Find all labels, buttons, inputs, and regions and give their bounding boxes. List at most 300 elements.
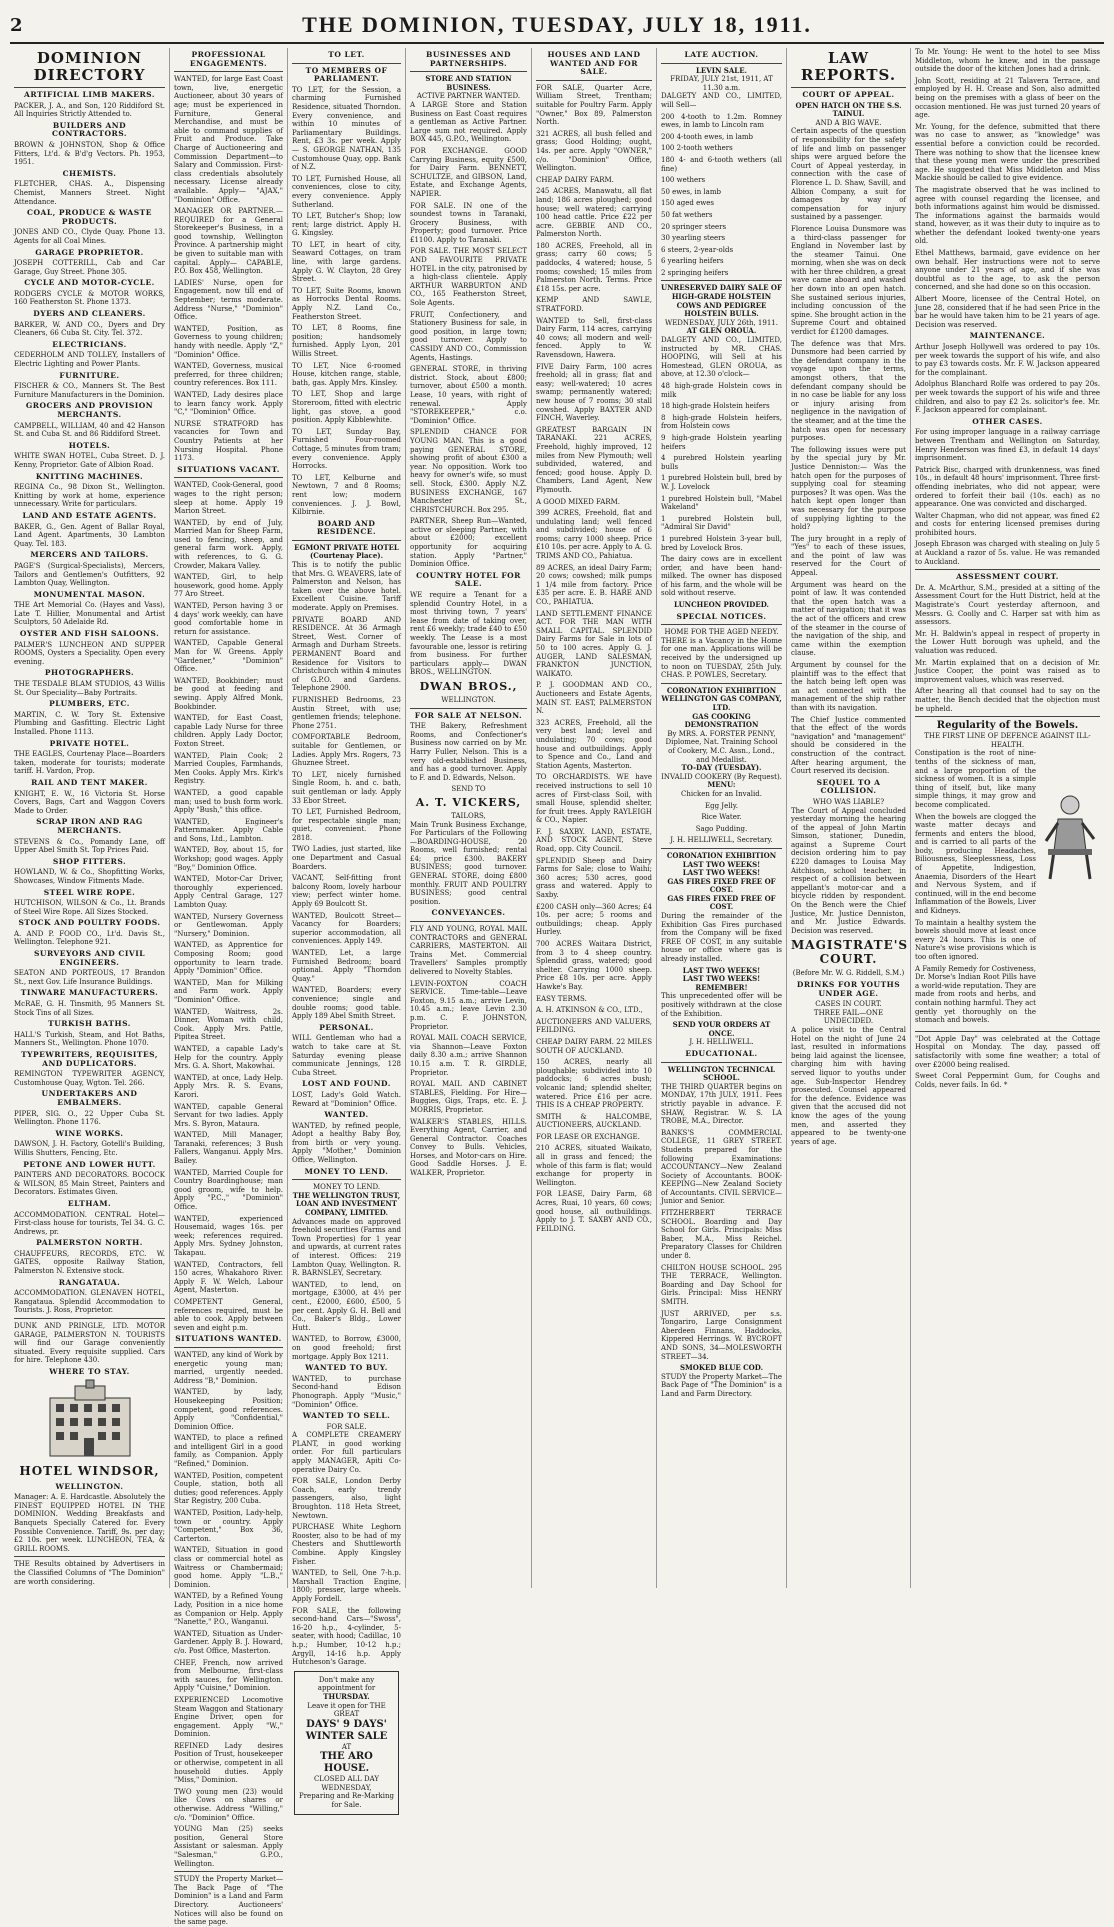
list-item: 8 high-grade Holstein heifers, from Holstein cows — [661, 413, 782, 431]
banks-college: BANKS'S COMMERCIAL COLLEGE, 11 GREY STREET. Students prepared for the following Examinations: ACCOUNTANCY—New Zealand Society of Accountants. BOOK-KEEPING—New Zealand Society of Accountants. CIVIL SERVICE—Junior and Senior. — [661, 1128, 782, 1206]
list-item: WANTED, a good capable man; used to bush form work. Apply "Bush," this office. — [174, 788, 283, 815]
houses-land-ads — [536, 84, 652, 1234]
study-notice: STUDY the Property Market—The Back Page of "The Dominion" is a Land and Farm Directory. — [661, 1372, 782, 1398]
list-item: COMPETENT General, references required, must be able to cook. Apply between seven and eight p.m. — [174, 1297, 283, 1332]
list-item: FOR SALE, the following second-hand Cars—"Swoss", 16-20 h.p., 4-cylinder, 5-seater, with hood; Cadillac, 10 h.p.; Humber, 10-12 h.p.; Argyll, 14-16 h.p. Apply Hutcheson's Garage. — [292, 1606, 401, 1667]
directory-category: SHOP FITTERS. — [52, 856, 127, 866]
divider — [915, 569, 1100, 570]
list-item: SPLENDID Sheep and Dairy Farms for Sale; close to Waihi; 360 acres; 530 acres, good grass and watered. Apply to Saxby. — [536, 856, 652, 900]
list-item: WANTED, to lend, on mortgage, £3000, at 4½ per cent., £2000, £600, £500, 5 per cent. Apply G. H. Bell and Co., Baker's Bldg., Lower Hutt. — [292, 1280, 401, 1332]
directory-entry: ACCOMMODATION. GLENAVEN HOTEL, Rangataua. Splendid Accommodation to Tourists. J. Ross, Proprietor. — [14, 1289, 165, 1315]
column-houses-land — [532, 48, 657, 1588]
for-sale-ads — [292, 1477, 401, 1666]
aged-heading: HOME FOR THE AGED NEEDY. — [664, 628, 779, 637]
list-item: Mr. Young, for the defence, submitted that there was no case to answer, as "knowledge" was essential before a conviction could be recorded. There was nothing to show that the licensee knew that these young men were under the prescribed age. He suggested that Miss Middleton and Miss Mackie should be called to give evidence. — [915, 122, 1100, 183]
list-item: 18 high-grade Holstein heifers — [661, 402, 770, 411]
directory-category: STEEL WIRE ROPE. — [43, 887, 136, 897]
directory-category: TURKISH BATHS. — [48, 1019, 131, 1029]
divider — [661, 1062, 782, 1063]
list-item: VACANT, Self-fitting front balcony Room, lovely harbour view; perfect winter home. Apply 69 Boulcott St. — [292, 874, 401, 909]
list-item: FOR SALE, London Derby Coach, early trendy passengers, also, light Broughton. 118 Heta Street, Newtown. — [292, 1477, 401, 1520]
newspaper-title: THE DOMINION, TUESDAY, JULY 18, 1911. — [302, 12, 812, 37]
assessment-list — [915, 584, 1100, 713]
list-item: Rice Water. — [701, 813, 742, 822]
directory-category: SURVEYORS AND CIVIL ENGINEERS. — [34, 949, 145, 967]
list-item: 1 purebred Holstein bull, bred by W. J. Lovelock — [661, 474, 782, 491]
directory-entry: JONES AND CO., Clyde Quay. Phone 13. Agents for all Coal Mines. — [14, 228, 165, 245]
divider — [915, 1031, 1100, 1032]
directory-category: PRIVATE HOTEL. — [49, 738, 130, 748]
creamery-ad: A COMPLETE CREAMERY PLANT, in good working order. For full particulars apply MANAGER, Apiti Co-operative Dairy Co. — [292, 1431, 401, 1474]
list-item: WANTED, to Borrow, £3000, on good freehold; first mortgage. Apply Box 1211. — [292, 1335, 401, 1361]
list-item: CHEF, French, now arrived from Melbourne, first-class with sauces, for Wellington. Apply "Cuisine," Dominion. — [174, 1658, 283, 1693]
chilton-school: CHILTON HOUSE SCHOOL. 295 THE TERRACE, Wellington. Boarding and Day School for Girls. Principal: Miss HENRY SMITH. — [661, 1263, 782, 1306]
directory-category: RAIL AND TENT MAKER. — [31, 777, 148, 787]
list-item: ROYAL MAIL AND CABINET STABLES, Fielding. For Hire—Buggies, Gigs, Traps, etc. E. J. MORRIS, Proprietor. — [410, 1080, 527, 1114]
directory-entry: HALL'S Turkish, Steam, and Hot Baths, Manners St., Wellington. Phone 1070. — [14, 1030, 165, 1048]
list-item: 50 ewes, in lamb — [661, 187, 721, 196]
personal-ad: WILL Gentleman who had a watch to take care at St. Saturday evening please communicate Jennings, 128 Cuba Street. — [292, 1034, 401, 1077]
list-item: WANTED, Situation in good class or commercial hotel as Waitress or Chambermaid; good home. Apply "L.B.," Dominion. — [174, 1546, 283, 1589]
sequel-text: The Court of Appeal concluded yesterday morning the hearing of the appeal of John Martin Simson, stationer, Dunedin, against a Supreme Court decision ordering him to pay £220 damages to Louisa May Aitchison, school teacher, in respect of a collision between appellant's motor-car and a bicycle ridden by respondent. On the Bench were the Chief Justice, Mr. Justice Denniston, and Mr. Justice Edwards. Decision was reserved. — [791, 806, 906, 935]
list-item: Mr. H. Baldwin's appeal in respect of property in the Lower Hutt borough was upheld, and the valuation was reduced. — [915, 629, 1100, 655]
list-item: 210 ACRES, situated Waikato, all in grass and fenced; the whole of this farm is flat; would exchange for property in Wellington. — [536, 1144, 652, 1187]
list-item: Arthur Joseph Hollywell was ordered to pay 10s. per week towards the support of his wife, and also to pay £3 towards costs. Mr. F. W. Jackson appeared for the complainant. — [915, 343, 1100, 377]
glen-oroua: AT GLEN OROUA. — [686, 326, 757, 336]
list-item: WANTED, Mill Manager, Taranaki, references; 3 Bush Fallers, Wanganui. Apply Mrs. Bailey. — [174, 1131, 283, 1166]
list-item: FIVE Dairy Farm, 100 acres freehold; all in grass; flat and easy; well-watered; 10 acres swamp; permanently watered; new house of 7 rooms; 30 stall cowshed. Apply BAXTER AND FINCH, Waverley. — [536, 362, 652, 423]
list-item: TO LET, Suite Rooms, known as Horrocks Dental Rooms. Apply N.Z. Land Co., Featherston Street. — [292, 286, 401, 321]
glen-foot: The dairy cows are in excellent order, and have been hand-milked. The owner has disposed of his farm, and the whole will be sold without reserve. — [661, 555, 782, 598]
directory-category: WINE WORKS. — [55, 1128, 124, 1138]
gas-demo: GAS COOKING DEMONSTRATION — [684, 711, 759, 730]
column-law-reports — [787, 48, 911, 1588]
divider — [174, 477, 283, 478]
for-sale-subheading: FOR SALE. — [326, 1422, 367, 1431]
wanted-to-buy-heading: WANTED TO BUY. — [305, 1363, 388, 1373]
sequel-heading: SEQUEL TO A COLLISION. — [816, 777, 881, 796]
continued-paragraphs — [915, 48, 1100, 329]
column-directory — [10, 48, 170, 1588]
directory-entry: CEDERHOLM AND TOLLEY, Installers of Electric Lighting and Power Plants. — [14, 351, 165, 369]
list-item: Certain aspects of the question of responsibility for the safety of life and limb on passenger ships were argued before the Court of Appeal yesterday, in connection with the case of Florence L. D. Shaw, Savill, and Albion Company, a suit for damages by way of compensation for injury sustained by a passenger. — [791, 127, 906, 222]
coronation-2: CORONATION EXHIBITION — [666, 850, 777, 860]
directory-category: CHEMISTS. — [62, 168, 117, 178]
directory-category: HOTELS. — [68, 440, 111, 450]
list-item: WALKER'S STABLES, HILLS. Everything Agent, Carrier, and General Contractor. Coaches Convey to Bulls. Vehicles, Horses, and Motor-cars on Hire. Good Saddle Horses. J. E. WALKER, Proprietor. — [410, 1117, 527, 1178]
masthead — [10, 8, 1104, 44]
maintenance-list — [915, 343, 1100, 415]
directory-entry: THE TESDALE BLAM STUDIOS, 43 Willis St. Our Speciality—Baby Portraits. — [14, 680, 165, 697]
glen-stock-list — [661, 382, 782, 552]
last-two-2: LAST TWO WEEKS! — [682, 868, 761, 878]
remember-text: This unprecedented offer will be positively withdrawn at the close of the Exhibition. — [661, 992, 782, 1018]
bowels-subheading: THE FIRST LINE OF DEFENCE AGAINST ILL-HEALTH. — [924, 732, 1091, 749]
situations-vacant-list — [174, 481, 283, 1332]
columns — [10, 48, 1104, 1927]
directory-entry: RODGERS CYCLE & MOTOR WORKS, 160 Featherston St. Phone 1373. — [14, 289, 165, 307]
list-item: WANTED, capable General Servant for two ladies. Apply Mrs. S. Byron, Mataura. — [174, 1102, 283, 1128]
list-item: TO LET, 8 Rooms, fine position; handsomely furnished. Apply Lyon, 201 Willis Street. — [292, 324, 401, 358]
list-item: TO LET, Furnished Bedroom, for respectable single man; quiet, convenient. Phone 2818. — [292, 808, 401, 842]
coronation-1: CORONATION EXHIBITION — [666, 685, 777, 695]
list-item: FOR SALE. IN one of the soundest towns in Taranaki, Grocery Business, with Property; good turnover. Price £1100. Apply to Taranaki. — [410, 201, 527, 244]
list-item: TO LET, Sunday Bay, Furnished Four-roomed Cottage, 5 minutes from tram; every convenience. Apply Horrocks. — [292, 427, 401, 471]
gas-by: By MRS. A. FORSTER PENNY, — [667, 729, 776, 738]
three-fail: THREE FAIL—ONE UNDECIDED. — [813, 1008, 884, 1026]
wanted-ad: WANTED, by refined people, Adopt a healthy Baby Boy, from birth or very young. Apply "Mother," Dominion Office, Wellington. — [292, 1121, 401, 1165]
divider — [661, 63, 782, 64]
situations-wanted-list — [174, 1351, 283, 1868]
list-item: GREATEST BARGAIN IN TARANAKI. 221 ACRES, Freehold, highly improved, 12 miles from New Plymouth; well subdivided, watered, and fenced; good house. Apply D. Chambers, Land Agent, New Plymouth. — [536, 425, 652, 494]
directory-category: ARTIFICIAL LIMB MAKERS. — [24, 90, 155, 99]
list-item: WANTED, to Sell, One 7-h.p. Marshall Traction Engine, 1800; presser, large wheels. Apply Fordell. — [292, 1569, 401, 1603]
list-item: NURSE STRATFORD has vacancies for Town and Country Patients at her Nursing Hospital. Phone 1173. — [174, 419, 283, 463]
directory-entry: BARKER, W. AND CO., Dyers and Dry Cleaners, 66 Cuba St. City. Tel. 372. — [14, 320, 165, 338]
list-item: 2 springing heifers — [661, 268, 729, 277]
directory-category: TYPEWRITERS, REQUISITES, AND DUPLICATORS. — [21, 1050, 158, 1068]
helliwell-2: J. H. HELLIWELL. — [689, 1038, 754, 1047]
trust-company: THE WELLINGTON TRUST, LOAN AND INVESTMENT COMPANY, LIMITED. — [292, 1190, 401, 1218]
list-item: The magistrate observed that he was inclined to agree with counsel regarding the licensee, and both informations against him would be dismissed. The informations against the barmaids would stand, however, as it was their duty to inquire as to whether the defendant looked twenty-one years old. — [915, 185, 1100, 246]
list-item: WANTED, Governess, musical preferred, for three children; country references. Box 111. — [174, 362, 283, 388]
list-item: The following issues were put by the special jury by Mr. Justice Denniston:— Was the hatch open for the purposes of supplying coal for steaming purposes? It was open. Was the hatch kept open longer than was necessary for the purpose of supplying lighting to the hold? — [791, 445, 906, 532]
list-item: Ethel Matthews, barmaid, gave evidence on her own behalf. Her instructions were not to serve anyone under 21 years of age, and if she was doubtful as to the age, to ask the person concerned, and she had done so on this occasion. — [915, 249, 1100, 292]
directory-category: STOCK AND POULTRY FOODS. — [18, 918, 161, 928]
wanted-to-sell-heading: WANTED TO SELL. — [302, 1411, 391, 1421]
list-item: WANTED, for large East Coast town, live, energetic Auctioneer, about 30 years of age; must be experienced in Furniture, General Merchandise, and must be able to command supplies of Fruit and Produce. Take Charge of Auctioneering and Commission Department—to Salary and Commission. First-class credentials absolutely necessary. License already available. Apply— "AJAX," "Dominion" Office. — [174, 75, 283, 204]
conveyances-heading: CONVEYANCES. — [431, 908, 506, 918]
bowels-heading: Regularity of the Bowels. — [936, 720, 1079, 732]
divider — [174, 1871, 283, 1872]
directory-entry: CHAUFFEURS, RECORDS, ETC. W. GATES, opposite Railway Station, Palmerston N. Extensive stock. — [14, 1249, 165, 1276]
list-item: The Chief Justice commented that the effect of the words "navigation" and "management" should be considered in the construction of the contract. After hearing argument, the Court reserved its decision. — [791, 715, 906, 776]
dwan-bros: DWAN BROS., — [419, 679, 518, 693]
board-heading: BOARD AND RESIDENCE. — [316, 518, 377, 537]
list-item: WANTED, Boarders; every convenience; single and double rooms; good table. Apply 189 Abel Smith Street. — [292, 986, 401, 1021]
where-to-stay-heading: WHERE TO STAY. — [49, 1367, 130, 1376]
directory-entry: DAWSON, J. H. Factory, Gotelli's Building, Willis Shutters, Fencing, Etc. — [14, 1140, 165, 1157]
situations-vacant-heading: SITUATIONS VACANT. — [177, 464, 280, 474]
list-item: A GOOD MIXED FARM. — [536, 497, 621, 506]
list-item: WANTED, experienced Housemaid, wages 16s. per week; references required. Apply Mrs. Sydney Johnston, Takapau. — [174, 1214, 283, 1257]
column-court-continued — [911, 48, 1104, 1588]
vickers-details: Main Trunk Business Exchange, For Particulars of the Following—BOARDING-HOUSE, 20 Rooms, well furnished; rental £4; price £300. BAKERY BUSINESS; good turnover. GENERAL STORE, doing £800 monthly. FRUIT AND POULTRY BUSINESS; good central position. — [410, 820, 527, 906]
to-let-ads — [292, 86, 401, 517]
list-item: TWO young men (23) would like Cows on shares or otherwise. Address "Willing," c/o. "Dominion" Office. — [174, 1787, 283, 1822]
list-item: WANTED, Plain Cook; 2 Married Couples, Farmhands, Men Cooks. Apply Mrs. Kirk's Registry. — [174, 751, 283, 786]
list-item: FRUIT, Confectionery, and Stationery Business for sale, in good position, in large town; good turnover. Apply to CASSIDY AND CO., Commission Agents, Hastings. — [410, 310, 527, 362]
directory-category: MERCERS AND TAILORS. — [30, 550, 149, 560]
egmont-hotel: EGMONT PRIVATE HOTEL (Courtenay Place). — [294, 542, 399, 561]
directory-category: KNITTING MACHINES. — [35, 471, 144, 481]
list-item: John Scott, residing at 21 Talavera Terrace, and employed by H. H. Crease and Son, also admitted being on the premises with a glass of beer on the occasion mentioned. He was just turned 20 years of age. — [915, 76, 1100, 120]
list-item: This is to notify the public that Mrs. G. WEAVERS, late of Palmerston and Nelson, has taken over the above hotel. Excellent Cuisine. Tariff moderate. Apply on Premises. — [292, 561, 401, 613]
nelson-ad: THE Bakery, Refreshment Rooms, and Confectioner's Business now carried on by Mr. Harry Fuller, Nelson. This is a very old-established Business, and has a good turnover. Apply to F. and D. Edwards, Nelson. — [410, 722, 527, 782]
list-item: FOR SALE. THE MOST SELECT AND FAVOURITE PRIVATE HOTEL in the city, patronised by a high-class clientele. Apply ARTHUR WARBURTON AND CO., 165 Featherston Street, Sole Agents. — [410, 247, 527, 308]
list-item: PRIVATE BOARD AND RESIDENCE. At 36 Armagh Street, West. Corner of Armagh and Durham Streets. PERMANENT Board and Residence for Visitors to Christchurch within 4 minutes of G.P.O. and Gardens. Telephone 2900. — [292, 615, 401, 693]
assessment-heading: ASSESSMENT COURT. — [956, 572, 1059, 582]
unreserved-heading: UNRESERVED DAIRY SALE OF HIGH-GRADE HOLSTEIN COWS AND PEDIGREE HOLSTEIN BULLS. — [661, 283, 782, 319]
list-item: 245 ACRES, Manawatu, all flat land; 186 acres ploughed; good house; well watered; carrying 100 head cattle. Price £22 per acre. GEBBIE AND CO., Palmerston North. — [536, 187, 652, 239]
list-item: 180 4- and 6-tooth wethers (all fine) — [661, 155, 782, 173]
sale-great: Leave it open for THE GREAT — [307, 1701, 386, 1719]
list-item: A LARGE Store and Station Business on East Coast requires a gentleman as Active Partner. Large sum not required. Apply BOX 445, G.P.O., Wellington. — [410, 100, 527, 144]
directory-category: BUILDERS AND CONTRACTORS. — [51, 120, 128, 139]
list-item: 399 ACRES, Freehold, flat and undulating land; well fenced and subdivided; house of 6 rooms; carry 1000 sheep. Price £10 10s. per acre. Apply to A. G. TRIMS AND CO., Pahiatua. — [536, 509, 652, 561]
list-item: WANTED, Waitress, 2s. Dinner, Woman with child, Cook. Apply Mrs. Pattle, Pipitea Street. — [174, 1007, 283, 1042]
list-item: FOR SALE, Quarter Acre, William Street, Trentham; suitable for Poultry Farm. Apply "Owner," Box 89, Palmerston North. — [536, 83, 652, 127]
sale-winter: WINTER SALE — [305, 1730, 388, 1742]
list-item: KEMP AND SAWLE, STRATFORD. — [536, 296, 652, 314]
store-station-sub: STORE AND STATION BUSINESS. — [425, 74, 512, 92]
gas-fires-1: GAS FIRES FIXED FREE OF COST. — [667, 876, 776, 895]
today: TO-DAY (TUESDAY). — [681, 763, 762, 773]
educational-heading: EDUCATIONAL. — [685, 1048, 758, 1058]
list-item: 9 high-grade Holstein yearling heifers — [661, 433, 782, 451]
list-item: GENERAL STORE, in thriving district. Stock, about £800; turnover, about £500 a month. Lease, 10 years, with right of renewal. Apply "STOREKEEPER," c.o. "Dominion" Office. — [410, 365, 527, 425]
list-item: WANTED, any kind of Work by energetic young man; married, urgently needed. Address "B," Dominion. — [174, 1350, 283, 1385]
list-item: 50 fat wethers — [661, 210, 713, 219]
magistrate-text: A police visit to the Central Hotel on the night of June 24 last, resulted in informations being laid against the licensee, charging him with having served liquor to youths under age. Sub-Inspector Hendrey prosecuted. Counsel appeared for the defence. Evidence was given that the accused did not know the ages of the young men, and asserted they appeared to be twenty-one years of age. — [791, 1025, 906, 1146]
directory-entry: STEVENS & Co., Pomandy Lane, off Upper Abel Smith St. Top Prices Paid. — [14, 837, 165, 855]
magistrate-sub: (Before Mr. W. G. Riddell, S.M.) — [792, 969, 905, 978]
levin-date: FRIDAY, JULY 21st, 1911, AT 11.30 a.m. — [670, 75, 773, 92]
court-of-appeal: COURT OF APPEAL. — [802, 90, 895, 99]
page-number: 2 — [10, 14, 23, 36]
list-item: Sago Pudding. — [695, 824, 748, 833]
sale-at: AT — [341, 1742, 352, 1751]
smoked-cod: SMOKED BLUE COD. — [679, 1363, 764, 1373]
list-item: WANTED, Engineer's Patternmaker. Apply Cable and Sons, Ltd., Lambton. — [174, 817, 283, 843]
technical-details: THE THIRD QUARTER begins on MONDAY, 17th JULY, 1911. Fees strictly payable in advance. F. SHAW, Registrar. W. S. LA TROBE, M.A., Director. — [661, 1082, 782, 1126]
directory-category: ELTHAM. — [67, 1198, 112, 1208]
directory-category: PETONE AND LOWER HUTT. — [23, 1159, 156, 1169]
directory-category: PLUMBERS, ETC. — [49, 699, 130, 709]
glen-details: DALGETY AND CO., LIMITED, instructed by MR. CHAS. HOOPING, will Sell at his Homestead, GLEN OROUA, as above, at 12.30 o'clock— — [661, 336, 782, 379]
list-item: 150 aged ewes — [661, 199, 714, 208]
closing-ad: Sweet Coral Peppermint Gum, for Coughs and Colds, never fails. In 6d. * — [915, 1072, 1100, 1089]
directory-entry: McRAE, G. H. Tinsmith, 95 Manners St. Stock Tins of all Sizes. — [14, 1000, 165, 1017]
list-item: Joseph Ebrason was charged with stealing on July 5 at Auckland a razor of 5s. value. He was remanded to Auckland. — [915, 540, 1100, 566]
country-hotel-ad: WE require a Tenant for a splendid Country Hotel, in a most thriving town, 7 years' lease from date of taking over, rent £6 weekly; trade £40 to £50 weekly. The Lease is a most favourable one, lessor is retiring from business. For further particulars apply— DWAN BROS., WELLINGTON. — [410, 591, 527, 677]
send-to: SEND TO — [451, 785, 486, 794]
directory-category: RANGATAUA. — [58, 1277, 121, 1287]
list-item: 200 4-tooth ewes, in lamb — [661, 132, 754, 141]
invalid-cookery: INVALID COOKERY (By Request). — [661, 772, 782, 781]
list-item: Argument was heard on the point of law. It was contended that the open hatch was a matter of navigation; that it was the act of the officers and crew of the steamer in the course of the navigation of the ship, and came within the exemption clause. — [791, 580, 906, 658]
dunk-pringle-ad: DUNK AND PRINGLE, LTD. MOTOR GARAGE, PALMERSTON N. TOURISTS will find our Garage conveniently situated. Every requisite supplied. Cars for hire. Telephone 430. — [14, 1322, 165, 1365]
directory-category: UNDERTAKERS AND EMBALMERS. — [41, 1089, 138, 1107]
directory-category: PALMERSTON NORTH. — [36, 1238, 143, 1248]
nelson-heading: FOR SALE AT NELSON. — [414, 710, 523, 720]
list-item: P. J. GOODMAN AND CO., Auctioneers and Estate Agents, MAIN ST. EAST, PALMERSTON N. — [536, 681, 652, 716]
list-item: LEVIN-FOXTON COACH SERVICE. Time-table—Leave Foxton, 9.15 a.m.; arrive Levin, 10.45 a.m.; leave Levin 2.30 p.m. C. F. JOHNSTON, Proprietor. — [410, 979, 527, 1031]
directory-entry: PALMER'S LUNCHEON AND SUPPER ROOMS, Oysters a Speciality. Open every evening. — [14, 640, 165, 666]
directory-category: COAL, PRODUCE & WASTE PRODUCTS. — [27, 208, 152, 226]
list-item: 20 springer steers — [661, 222, 727, 231]
directory-entry: FISCHER & CO., Manners St. The Best Furniture Manufacturers in the Dominion. — [14, 382, 165, 399]
divider — [410, 708, 527, 709]
divider — [410, 921, 527, 922]
sale-notice: Don't make any appointment for — [317, 1675, 376, 1693]
directory-entry: HOWLAND, W. & Co., Shopfitting Works, Showcases, Window Fitments Made. — [14, 868, 165, 885]
divider — [14, 87, 165, 88]
apple-day: "Dot Apple Day" was celebrated at the Cottage Hospital on Monday. The day, passed off satisfactorily with some fine weather; a total of over £2000 being realised. — [915, 1034, 1100, 1069]
list-item: FOR LEASE OR EXCHANGE. — [536, 1132, 640, 1141]
list-item: PURCHASE White Leghorn Rooster, also to be had of my Chesters and Shuttleworth Combine. Apply Kingsley Fisher. — [292, 1523, 401, 1566]
special-notices-heading: SPECIAL NOTICES. — [676, 611, 767, 621]
gas-by-sub: Diplomee, Nat. Training School of Cookery, M.C. Assn., Lond., and Medallist. — [665, 738, 778, 764]
list-item: WANTED, Cook-General, good wages to the right person; sleep at home. Apply 19 Marion Street. — [174, 481, 283, 516]
businesses-heading: BUSINESSES AND PARTNERSHIPS. — [426, 50, 511, 68]
list-item: WANTED, Position, competent Couple, station, both all duties; good references. Apply Star Registry, 200 Cuba. — [174, 1471, 283, 1506]
directory-category: TINWARE MANUFACTURERS. — [20, 988, 159, 998]
hotel-city: WELLINGTON. — [55, 1481, 124, 1491]
divider — [14, 1318, 165, 1319]
helliwell-1: J. H. HELLIWELL, Secretary. — [670, 836, 773, 845]
fish-arrived: JUST ARRIVED, per s.s. Tongariro, Large Consignment Aberdeen Finnans, Haddocks, Kippered Herrings. W. BYCROFT AND SONS, 34—MOLESWORTH STREET—34. — [661, 1309, 782, 1361]
list-item: FOR EXCHANGE. GOOD Carrying Business, equity £500, for Dairy Farm. BENNETT, SCHULTZE, and GIBSON, Land, Estate, and Exchange Agents, NAPIER. — [410, 146, 527, 198]
directory-entry: ACCOMMODATION. CENTRAL Hotel—First-class house for tourists, Tel 34. G. C. Andrews, pr. — [14, 1210, 165, 1236]
list-item: TO LET, nicely furnished Single Room, h. and c. bath, suit gentleman or lady. Apply 33 Ebor Street. — [292, 770, 401, 805]
luncheon: LUNCHEON PROVIDED. — [674, 600, 769, 610]
dalgety-levin: DALGETY AND CO., LIMITED, will Sell— — [661, 92, 782, 109]
maintenance-heading: MAINTENANCE. — [969, 331, 1046, 341]
directory-entry: HUTCHISON, WILSON & Co., Lt. Brands of Steel Wire Rope. All Sizes Stocked. — [14, 899, 165, 916]
list-item: Egg Jelly. — [705, 801, 738, 810]
sale-house: THE ARO HOUSE. — [320, 1751, 373, 1775]
directory-heading: DOMINION DIRECTORY — [33, 49, 146, 84]
list-item: AUCTIONEERS AND VALUERS, FEILDING. — [536, 1017, 652, 1035]
directory-sections — [14, 91, 165, 1315]
list-item: WANTED, a capable Lady's Help for the country. Apply Mrs. G. A. Short, Makowhai. — [174, 1044, 283, 1071]
situations-wanted-heading: SITUATIONS WANTED. — [175, 1334, 282, 1344]
list-item: WANTED, Girl, to help housework, good home. Apply 77 Aro Street. — [174, 573, 283, 599]
list-item: Chicken for an Invalid. — [680, 789, 762, 798]
directory-entry: PACKER, J. A., and Son, 120 Riddiford St. All Inquiries Strictly Attended to. — [14, 101, 165, 119]
members-heading: TO MEMBERS OF PARLIAMENT. — [305, 65, 388, 84]
directory-entry: REMINGTON TYPEWRITER AGENCY, Customhouse Quay, Wgton. Tel. 266. — [14, 1070, 165, 1087]
hotel-name: HOTEL WINDSOR, — [19, 1463, 160, 1478]
unreserved-date: WEDNESDAY, JULY 26th, 1911. — [665, 318, 778, 327]
directory-entry: A. AND P. FOOD CO., Lt'd. Davis St., Wellington. Telephone 921. — [14, 929, 165, 947]
directory-category: OYSTER AND FISH SALOONS. — [19, 629, 160, 639]
case-title: OPEN HATCH ON THE S.S. TAINUI. — [795, 100, 902, 119]
list-item: A Family Remedy for Costiveness, Dr. Morse's Indian Root Pills have a world-wide reputation. They are made from roots and herbs, and contain nothing harmful. They act gently yet thoroughly on the stomach and bowels. — [915, 964, 1036, 1025]
list-item: After hearing all that counsel had to say on the matter, the Bench decided that the objection must be upheld. — [915, 687, 1100, 713]
sale-closed: CLOSED ALL DAY WEDNESDAY, — [313, 1775, 380, 1792]
list-item: WANTED, Married Couple for Country Boardinghouse; man good groom, wife to help. Apply "P.C.," "Dominion" Office. — [174, 1168, 283, 1212]
list-item: 4 purebred Holstein yearling bulls — [661, 454, 782, 471]
gas-fires-details: During the remainder of the Exhibition Gas Fires purchased from the Company will be fixed FREE OF COST, in any suitable house or office where gas is already installed. — [661, 912, 782, 964]
directory-category: DYERS AND CLEANERS. — [33, 309, 146, 319]
list-item: To maintain a healthy system the bowels should move at least once every 24 hours. This is one of Nature's wise provisions which is too often ignored. — [915, 918, 1036, 961]
list-item: WANTED, Contractors, fell 150 acres, Whakahoro River. Apply F. W. Welch, Labour Agent, Masterton. — [174, 1260, 283, 1295]
active-partner-heading: ACTIVE PARTNER WANTED. — [416, 92, 521, 101]
list-item: 100 wethers — [661, 176, 706, 185]
list-item: TWO Ladies, just started, like one Department and Casual Boarders. — [292, 845, 401, 871]
menu-heading: MENU: — [707, 780, 736, 790]
list-item: Mr. Martin explained that on a decision of Mr. Justice Cooper, the point was raised as to improvement values, which was reserved. — [915, 658, 1100, 684]
sale-foot: Preparing and Re-Marking for Sale. — [299, 1792, 394, 1810]
list-item: SPLENDID CHANCE FOR YOUNG MAN. This is a good paying GENERAL STORE, showing profit of about £300 a year. No opposition. Work too heavy for owner's wife, so must sell. Stock, £300. Apply N.Z. BUSINESS EXCHANGE, 167 Manchester St., CHRISTCHURCH. Box 295. — [410, 428, 527, 514]
vickers-sub: TAILORS, — [451, 811, 486, 820]
list-item: TO LET, Kelburne and Newtown, 7 and 8 Rooms; rent low; modern conveniences. J. J. Bowl, Kilbirnie. — [292, 473, 401, 517]
directory-category: CYCLE AND MOTOR-CYCLE. — [24, 278, 155, 288]
list-item: WANTED, Man for Milking and Farm work. Apply "Dominion" Office. — [174, 978, 283, 1004]
hotel-details: Manager: A. E. Hardcastle. Absolutely the FINEST EQUIPPED HOTEL IN THE DOMINION. Wedding Breakfasts and Banquets Specially Catered for. Every Possible Convenience. Tariff, 9s. per day; £2 10s. per week. LUNCHEON, TEA, & GRILL ROOMS. — [14, 1493, 165, 1553]
technical-school: WELLINGTON TECHNICAL SCHOOL. — [667, 1064, 776, 1083]
divider — [661, 683, 782, 684]
list-item: 180 ACRES, Freehold, all in grass; carry 60 cows; 5 paddocks, 4 watered; house, 5 rooms; cowshed; 15 miles from Palmerston North. Terms. Price £18 15s. per acre. — [536, 241, 652, 293]
list-item: WANTED, by end of July, Married Man for Sheep Farm, used to fencing, sheep, and general farm work. Apply, with references, to G. G. Crowder, Makara Valley. — [174, 518, 283, 570]
directory-entry: PAINTERS AND DECORATORS. BOCOCK & WILSON, 85 Main Street, Painters and Decorators. Estimates Given. — [14, 1171, 165, 1197]
conveyance-ads — [410, 925, 527, 1178]
list-item: WANTED, Person having 3 or 4 days' work weekly, can have good comfortable home in return for assistance. — [174, 602, 283, 636]
list-item: TO ORCHARDISTS. WE have received instructions to sell 10 acres of First-class Soil, with small House, splendid shelter, for fruit trees. Apply RAYLEIGH & CO., Napier. — [536, 773, 652, 825]
list-item: 1 purebred Holstein 3-year bull, bred by Lovelock Bros. — [661, 534, 782, 552]
list-item: CHEAP DAIRY FARM. — [536, 175, 614, 184]
list-item: Dr. A. McArthur, S.M., presided at a sitting of the Assessment Court for the Hutt District, held at the Magistrate's Court yesterday afternoon, and Messrs. G. Coolly and C. Harper sat with him as assessors. — [915, 583, 1100, 627]
list-item: EASY TERMS. — [536, 994, 587, 1003]
list-item: When the bowels are clogged the waste matter decays and ferments and enters the blood, and is carried to all parts of the body, producing Headaches, Biliousness, Sleeplessness, Loss of Appetite, Indigestion, Anaemia, Disorders of the Heart and Nervous System, and if continued, will in the end become Inflammation of the Bowels, Liver and Kidneys. — [915, 812, 1036, 916]
case-subtitle: AND A BIG WAVE. — [815, 118, 882, 127]
list-item: 700 ACRES Waitara District, from 3 to 4 sheep country. Splendid grass, watered; good shelter. Carrying 1000 sheep. Price £8 10s. per acre. Apply Hawke's Bay. — [536, 940, 652, 991]
list-item: PARTNER, Sheep Run—Wanted, active or sleeping Partner, with about £2000; excellent opportunity for acquiring station. Apply "Partner," Dominion Office. — [410, 517, 527, 569]
directory-category: PHOTOGRAPHERS. — [44, 668, 135, 678]
vickers-name: A. T. VICKERS, — [415, 795, 522, 809]
list-item: 6 steers, 2-year-olds — [661, 245, 734, 254]
directory-entry: THE EAGLES, Courtenay Place—Boarders taken, moderate for tourists; moderate tariff. H. Vardon, Prop. — [14, 750, 165, 776]
list-item: Walter Chapman, who did not appear, was fined £2 and costs for entering licensed premises during prohibited hours. — [915, 511, 1100, 537]
bowels-text — [915, 749, 1036, 1027]
divider — [292, 63, 401, 64]
hotel-illustration — [14, 1380, 165, 1460]
gas-fires-2: GAS FIRES FIXED FREE OF COST. — [667, 893, 776, 912]
list-item: Argument by counsel for the plaintiff was to the effect that the hatch being left open was an act connected with the management of the ship rather than with its navigation. — [791, 661, 906, 712]
list-item: WANTED, as Apprentice for Composing Room; good opportunity to learn trade. Apply "Dominion" Office. — [174, 941, 283, 976]
remember: REMEMBER! — [695, 982, 748, 992]
column-businesses — [406, 48, 532, 1588]
list-item: WANTED, Boulcott Street—Vacancy for Boarders; superior accommodation, all conveniences. Apply 149. — [292, 911, 401, 946]
hotel-building-icon — [30, 1380, 150, 1460]
aged-notice: THERE is a Vacancy in the Home for one man. Applications will be received by the undersigned up to noon on TUESDAY, 25th July. CHAS. P. POWLES, Secretary. — [661, 636, 782, 680]
divider — [536, 80, 652, 81]
list-item: WANTED, at once, Lady Help. Apply Mrs. R. S. Evans, Karori. — [174, 1073, 283, 1099]
houses-land-heading: HOUSES AND LAND WANTED AND FOR SALE. — [547, 50, 641, 77]
list-item: FURNISHED Bedrooms, 23 Austin Street, with use; gentlemen friends; telephone. Phone 2751. — [292, 695, 401, 730]
column-auctions-notices — [657, 48, 787, 1588]
list-item: To Mr. Young: He went to the hotel to see Miss Middleton, whom he knew, and in the passage outside the door of the kitchen Jones had a drink. — [915, 48, 1100, 74]
list-item: The jury brought in a reply of "Yes" to each of these issues, and the point of law was reserved for the Court of Appeal. — [791, 534, 906, 578]
list-item: TO LET, Nice 6-roomed House, kitchen range, stable, bath, gas. Apply Mrs. Kinsley. — [292, 361, 401, 387]
list-item: Florence Louisa Dunsmore was a third-class passenger for England in November last by the steamer Tainui. One morning, when she was on deck with her three children, a great wave came aboard and washed her down into an open hatch. She sustained serious injuries, including concussion of the spine. She brought action in the Supreme Court and obtained verdict for £1200 damages. — [791, 224, 906, 337]
wanted-heading: WANTED. — [324, 1110, 369, 1120]
divider — [292, 540, 401, 541]
directory-category: MONUMENTAL MASON. — [33, 589, 146, 599]
list-item: WANTED, Position, Lady-help, town or country. Apply "Competent," Box 36, Carterton. — [174, 1509, 283, 1543]
list-item: F. J. SAXBY. LAND, ESTATE, AND STOCK AGENT, Steve Road, opp. City Council. — [536, 827, 652, 854]
divider — [14, 1556, 165, 1557]
directory-category: GROCERS AND PROVISION MERCHANTS. — [25, 401, 154, 419]
directory-entry: THE Art Memorial Co. (Hayes and Vass), Late T. Hillier, Monumental and Artist Sculptors, 50 Adelaide Rd. — [14, 601, 165, 627]
list-item: 48 high-grade Holstein cows in milk — [661, 382, 782, 399]
divider — [661, 848, 782, 849]
property-market-notice: STUDY the Property Market—The Back Page of "The Dominion" is a Land and Farm Directory. Auctioneers' Notices will also be found on the same page. — [174, 1875, 283, 1927]
column-to-let — [288, 48, 406, 1810]
list-item: REFINED Lady desires Position of Trust, housekeeper or otherwise, competent in all household duties. Apply "Miss," Dominion. — [174, 1741, 283, 1785]
